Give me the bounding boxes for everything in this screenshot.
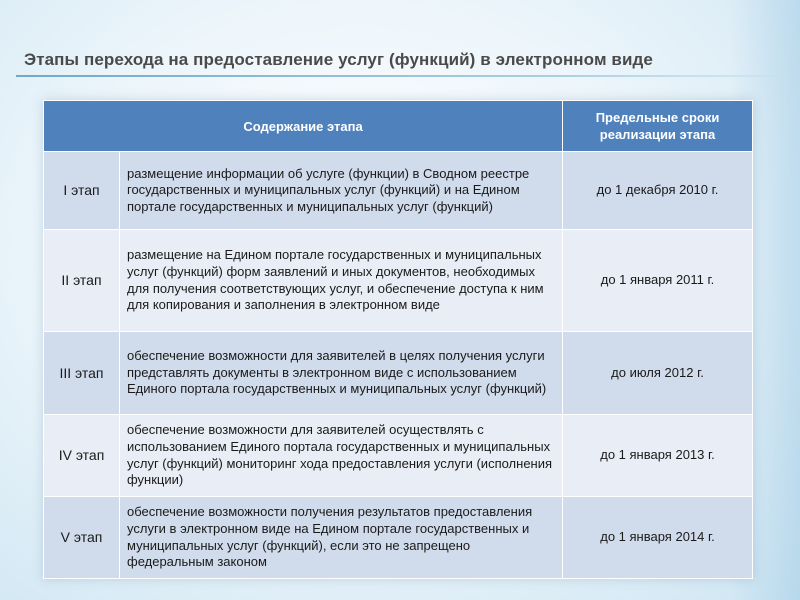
stage-label: III этап [44,332,120,415]
stage-label: II этап [44,230,120,332]
stage-content: обеспечение возможности получения результатов предоставления услуги в электронном виде на Едином портале государственных и муниципальных услуг (функций), если это не запрещено федеральным законом [120,497,563,579]
stage-deadline: до 1 января 2013 г. [563,415,753,497]
stages-table [43,100,753,579]
stage-deadline: до июля 2012 г. [563,332,753,415]
table-row [44,152,753,230]
header-deadline [563,101,753,152]
stage-label: I этап [44,152,120,230]
header-content: Содержание этапа [44,101,563,152]
stage-content: размещение информации об услуге (функции) в Сводном реестре государственных и муниципальных услуг (функций) и на Едином портале государственных и муниципальных услуг (функций) [120,152,563,230]
header-deadline-line1: Предельные сроки [595,110,720,125]
table-header-row [44,101,753,152]
table-row [44,497,753,579]
table-row [44,230,753,332]
table-row [44,332,753,415]
slide-title: Этапы перехода на предоставление услуг (функций) в электронном виде [24,50,653,69]
stage-label: IV этап [44,415,120,497]
title-underline [16,75,792,77]
stage-deadline: до 1 декабря 2010 г. [563,152,753,230]
header-deadline-line2: реализации этапа [599,127,716,142]
stage-content: обеспечение возможности для заявителей осуществлять с использованием Единого портала государственных и муниципальных услуг (функций) мониторинг хода предоставления услуги (исполнения функции) [120,415,563,497]
stage-deadline: до 1 января 2014 г. [563,497,753,579]
stage-label: V этап [44,497,120,579]
stage-content: размещение на Едином портале государственных и муниципальных услуг (функций) форм заявлений и иных документов, необходимых для получения соответствующих услуг, и обеспечение доступа к ним для копирования и заполнения в электронном виде [120,230,563,332]
stage-deadline: до 1 января 2011 г. [563,230,753,332]
stage-content: обеспечение возможности для заявителей в целях получения услуги представлять документы в электронном виде с использованием Единого портала государственных и муниципальных услуг (функций) [120,332,563,415]
table-row [44,415,753,497]
